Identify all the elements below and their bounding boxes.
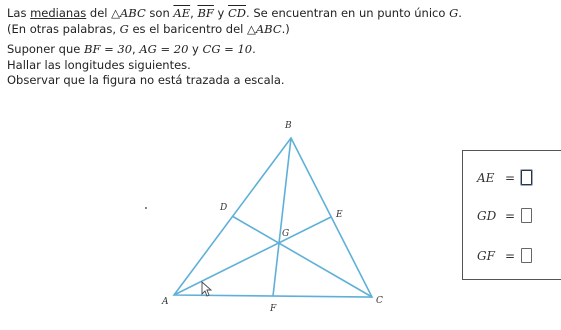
- equals-sign: =: [505, 208, 516, 223]
- label-b: B: [285, 121, 292, 131]
- segment-ae: $\overline{AE}$: [173, 6, 191, 20]
- segment-bf: $\overline{BF}$: [197, 6, 214, 20]
- equals-sign: =: [505, 248, 516, 263]
- problem-line-3: Suponer que BF = 30, AG = 20 y CG = 10.: [7, 42, 256, 56]
- point-g: G: [119, 21, 129, 36]
- problem-line-1: Las medianas del △ABC son $\overline{AE}$, $\overline{BF}$ y $\overline{CD}$. Se encuentran en un punto único G.: [7, 6, 462, 20]
- label-d: D: [220, 203, 228, 213]
- label-f: F: [270, 304, 277, 314]
- problem-line-2: (En otras palabras, G es el baricentro del △ABC.): [7, 21, 290, 36]
- answer-row-ae: [477, 170, 532, 185]
- triangle-figure: [140, 112, 400, 324]
- mouse-cursor-icon: [202, 282, 211, 296]
- equals-sign: =: [505, 170, 516, 185]
- triangle-abc: △ABC: [111, 6, 146, 20]
- medianas-link[interactable]: medianas: [30, 6, 87, 20]
- given-cg: CG = 10: [202, 42, 253, 56]
- given-ag: AG = 20: [139, 42, 189, 56]
- answer-row-gf: [477, 248, 532, 263]
- triangle-abc: △ABC: [247, 21, 282, 36]
- answer-input-gf[interactable]: [521, 248, 532, 263]
- segment-cd: $\overline{CD}$: [228, 6, 247, 20]
- given-bf: BF = 30: [84, 42, 133, 56]
- answer-label-gd: GD: [477, 208, 497, 223]
- label-a: A: [162, 297, 169, 307]
- label-g: G: [282, 229, 290, 239]
- answer-label-gf: GF: [477, 248, 495, 263]
- problem-line-4: Hallar las longitudes siguientes.: [7, 57, 191, 72]
- problem-line-5: Observar que la figura no está trazada a escala.: [7, 73, 285, 87]
- answer-row-gd: [477, 208, 532, 223]
- point-g: G: [449, 6, 459, 20]
- answers-panel: [462, 150, 561, 280]
- median-bf: [273, 138, 291, 296]
- answer-label-ae: AE: [477, 170, 495, 185]
- answer-input-gd[interactable]: [521, 208, 532, 223]
- problem-statement: [7, 6, 557, 89]
- label-c: C: [376, 296, 383, 306]
- label-e: E: [336, 210, 343, 220]
- answer-input-ae[interactable]: [521, 170, 532, 185]
